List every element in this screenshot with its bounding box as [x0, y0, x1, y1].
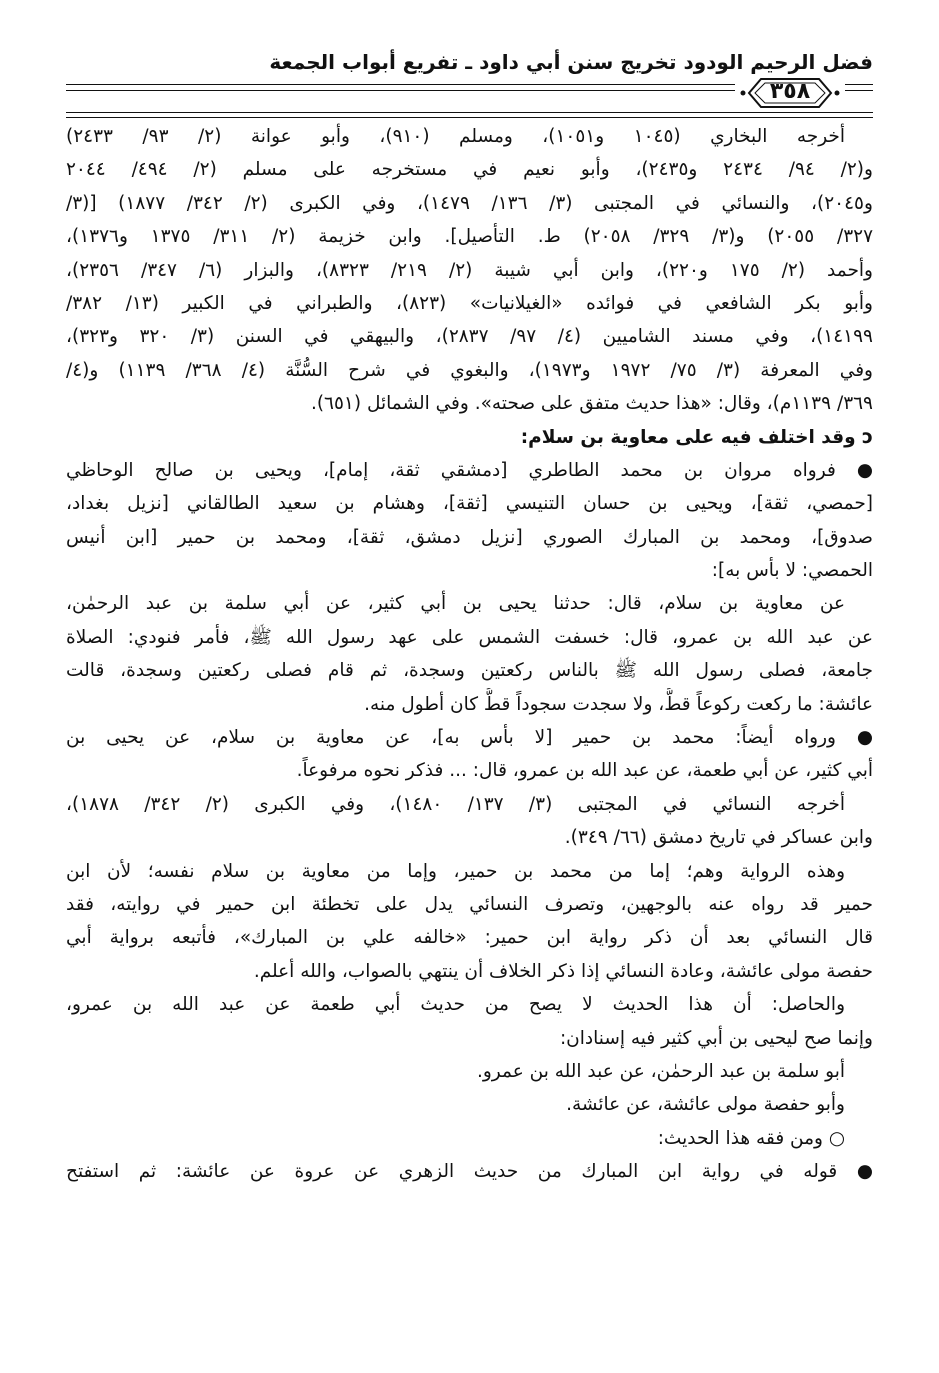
- text-line: ٣٦٩/ ١١٣٩م)، وقال: «هذا حديث متفق على صحته». وفي الشمائل (٦٥١).: [310, 393, 873, 415]
- text-line: ● قوله في رواية ابن المبارك من حديث الزهري عن عروة عن عائشة: ثم استفتح: [66, 1161, 873, 1183]
- text-line: و٢٠٤٥)، والنسائي في المجتبى (٣/ ١٣٦/ ١٤٧٩)، وفي الكبرى (٢/ ٣٤٢/ ١٨٧٧) [(٣/: [66, 192, 873, 214]
- text-line: جامعة، فصلى رسول الله ﷺ بالناس ركعتين وسجدة، ثم قام فصلى ركعتين وسجدة، قالت: [66, 660, 873, 682]
- text-line: حفصة مولى عائشة، وعادة النسائي إذا ذكر الخلاف أن ينتهي بالصواب، والله أعلم.: [253, 960, 873, 982]
- running-header-title: فضل الرحيم الودود تخريج سنن أبي داود ـ تفريع أبواب الجمعة: [269, 50, 873, 74]
- text-line: والحاصل: أن هذا الحديث لا يصح من حديث أبي طعمة عن عبد الله بن عمرو،: [66, 994, 845, 1016]
- text-line: أخرجه النسائي في المجتبى (٣/ ١٣٧/ ١٤٨٠)، وفي الكبرى (٢/ ٣٤٢/ ١٨٧٨)،: [66, 793, 845, 815]
- text-line: وهذه الرواية وهم؛ إما من محمد بن حمير، وإما من معاوية بن سلام نفسه؛ لأن ابن: [66, 860, 845, 882]
- text-line: ٣٢٧/ ٢٠٥٥) و(٣/ ٣٢٩/ ٢٠٥٨) ط. التأصيل]. وابن خزيمة (٢/ ٣١١/ ١٣٧٥ و١٣٧٦)،: [66, 226, 873, 248]
- text-line: وأحمد (٢/ ١٧٥ و٢٢٠)، وابن أبي شيبة (٢/ ٢١٩/ ٨٣٢٣)، والبزار (٦/ ٣٤٧/ ٢٣٥٦)،: [66, 259, 873, 281]
- text-line: عائشة: ما ركعت ركوعاً قطُّ، ولا سجدت سجوداً قطُّ كان أطول منه.: [364, 693, 873, 715]
- text-line: وأبو بكر الشافعي في فوائده «الغيلانيات» (٨٢٣)، والطبراني في الكبير (١٣/ ٣٨٢/: [66, 292, 873, 314]
- text-line: ١٤١٩٩)، وفي مسند الشاميين (٤/ ٩٧/ ٢٨٣٧)، والبيهقي في السنن (٣/ ٣٢٠ و٣٢٣)،: [66, 326, 873, 348]
- text-line: أخرجه البخاري (١٠٤٥ و١٠٥١)، ومسلم (٩١٠)، وأبو عوانة (٢/ ٩٣/ ٢٤٣٣): [66, 126, 846, 147]
- text-line: صدوق]، ومحمد بن المبارك الصوري [نزيل دمشق، ثقة]، ومحمد بن حمير [ابن أنيس: [66, 526, 873, 548]
- text-line: وابن عساكر في تاريخ دمشق (٦٦/ ٣٤٩).: [564, 827, 873, 849]
- text-line: حمير قد رواه عنه بالوجهين، وتصرف النسائي يدل على تخطئة ابن حمير في روايته، فقد: [66, 893, 873, 915]
- body-text: [66, 120, 873, 1189]
- text-line: ● فرواه مروان بن محمد الطاطري [دمشقي ثقة، إمام]، ويحيى بن صالح الوحاظي: [66, 459, 873, 481]
- text-line: ● ورواه أيضاً: محمد بن حمير [لا بأس به]، عن معاوية بن سلام، عن يحيى بن: [66, 727, 873, 749]
- text-line: عن معاوية بن سلام، قال: حدثنا يحيى بن أبي كثير، عن أبي سلمة بن عبد الرحمٰن،: [66, 593, 845, 615]
- text-line: ɔ وقد اختلف فيه على معاوية بن سلام:: [520, 426, 873, 448]
- page-number: ٣٥٨: [769, 79, 811, 104]
- text-line: وإنما صح ليحيى بن أبي كثير فيه إسنادان:: [559, 1027, 873, 1049]
- text-line: الحمصي: لا بأس به]:: [711, 560, 873, 582]
- text-line: أبي كثير، عن أبي طعمة، عن عبد الله بن عمرو، قال: ... فذكر نحوه مرفوعاً.: [296, 760, 873, 782]
- text-line: وفي المعرفة (٣/ ٧٥/ ١٩٧٢ و١٩٧٣)، والبغوي في شرح السُّنَّة (٤/ ٣٦٨/ ١١٣٩) و(٤/: [66, 359, 873, 381]
- text-line: ○ ومن فقه هذا الحديث:: [657, 1127, 845, 1149]
- text-line: قال النسائي بعد أن ذكر رواية ابن حمير: «خالفه علي بن المبارك»، فأتبعه برواية أبي: [66, 927, 873, 949]
- text-line: عن عبد الله بن عمرو، قال: خسفت الشمس على عهد رسول الله ﷺ، فأمر فنودي: الصلاة: [66, 626, 873, 648]
- text-line: و(٢/ ٩٤/ ٢٤٣٤ و٢٤٣٥)، وأبو نعيم في مستخرجه على مسلم (٢/ ٤٩٤/ ٢٠٤٤: [66, 159, 873, 181]
- text-line: وأبو حفصة مولى عائشة، عن عائشة.: [566, 1094, 845, 1116]
- page-number-frame: [735, 71, 845, 115]
- header-rule-bottom-2: [66, 117, 873, 118]
- text-line: أبو سلمة بن عبد الرحمٰن، عن عبد الله بن عمرو.: [476, 1060, 845, 1082]
- text-line: [حمصي، ثقة]، ويحيى بن حسان التنيسي [ثقة]، وهشام بن سعيد الطالقاني [نزيل بغداد،: [66, 493, 873, 515]
